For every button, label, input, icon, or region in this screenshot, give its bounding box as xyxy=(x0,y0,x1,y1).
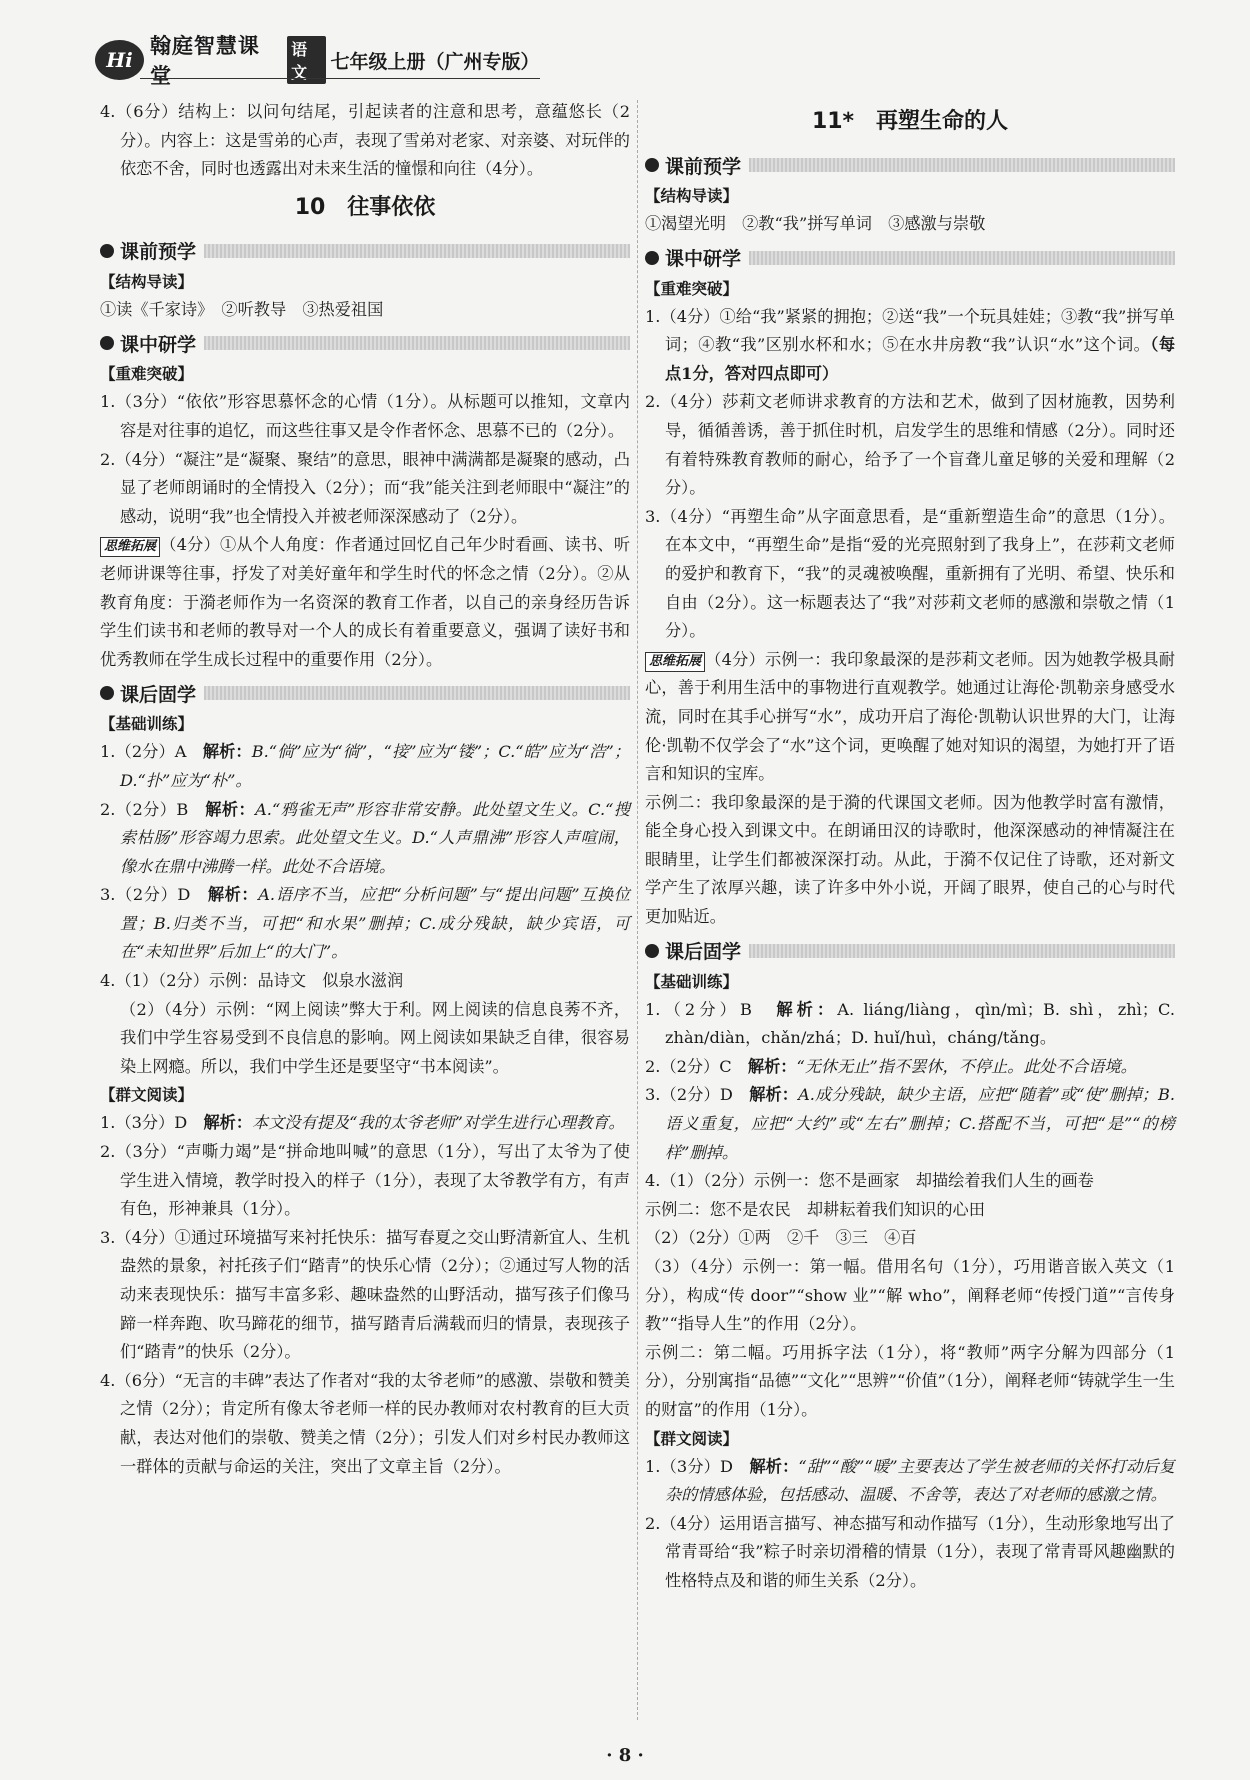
brand-logo: Hi xyxy=(95,40,144,80)
left-column xyxy=(100,98,630,1481)
structure-text: ①读《千家诗》 ②听教导 ③热爱祖国 xyxy=(100,299,384,319)
answer-item: 1.（3分）“依依”形容思慕怀念的心情（1分）。从标题可以推知，文章内容是对往事的追忆，而这些往事又是令作者怀念、思慕不已的（2分）。 xyxy=(100,392,630,440)
answer-item: 示例二：您不是农民 却耕耘着我们知识的心田 xyxy=(645,1199,985,1219)
answer-item: 4.（6分）“无言的丰碑”表达了作者对“我的太爷老师”的感激、崇敬和赞美之情（2分）；肯定所有像太爷老师一样的民办教师对农村教育的巨大贡献，表达对他们的崇敬、赞美之情（2分）；引发人们对乡村民办教师这一群体的贡献与命运的关注，突出了文章主旨（2分）。 xyxy=(100,1370,630,1476)
section-header: 课前预学 xyxy=(645,148,1175,182)
extension-tag: 思维拓展 xyxy=(645,652,705,672)
section-bullet-icon xyxy=(645,944,659,958)
subsection-title: 【群文阅读】 xyxy=(100,1086,194,1105)
answer-item: （2）（4分）示例：“网上阅读”弊大于利。网上阅读的信息良莠不齐，我们中学生容易受到不良信息的影响。网上阅读如果缺乏自律，很容易染上网瘾。所以，我们中学生还是要坚守“书本阅读”。 xyxy=(120,999,630,1076)
lesson-title: 11* 再塑生命的人 xyxy=(811,109,1009,134)
answer-item: 2.（2分）B 解析：A.“鸦雀无声”形容非常安静。此处望文生义。C.“搜索枯肠”形容竭力思索。此处望文生义。D.“人声鼎沸”形容人声喧闹，像水在鼎中沸腾一样。此处不合语境。 xyxy=(100,799,630,876)
header-rule xyxy=(140,78,540,79)
extension-tag: 思维拓展 xyxy=(100,537,160,557)
answer-item: 2.（4分）运用语言描写、神态描写和动作描写（1分），生动形象地写出了常青哥给“我”粽子时亲切滑稽的情景（1分），表现了常青哥风趣幽默的性格特点及和谐的师生关系（2分）。 xyxy=(645,1513,1175,1590)
answer-item: 3.（2分）D 解析：A.成分残缺，缺少主语，应把“随着”或“使”删掉；B.语义重复，应把“大约”或“左右”删掉；C.搭配不当，可把“是”“的榜样”删掉。 xyxy=(645,1085,1175,1162)
section-bullet-icon xyxy=(645,251,659,265)
answer-item: 3.（4分）①通过环境描写来衬托快乐：描写春夏之交山野清新宜人、生机盎然的景象，衬托孩子们“踏青”的快乐心情（2分）；②通过写人物的活动来表现快乐：描写丰富多彩、趣味盎然的山野活动，描写孩子们像马蹄一样奔跑、吹马蹄花的细节，描写踏青后满载而归的情景，表现孩子们“踏青”的快乐（2分）。 xyxy=(100,1227,630,1362)
answer-item: 1.（3分）D 解析：“甜”“酸”“暖”主要表达了学生被老师的关怀打动后复杂的情感体验，包括感动、温暖、不舍等，表达了对老师的感激之情。 xyxy=(645,1456,1175,1505)
section-header: 课中研学 xyxy=(645,241,1175,275)
subsection-title: 【基础训练】 xyxy=(645,972,739,991)
subsection-title: 【群文阅读】 xyxy=(645,1429,739,1448)
section-header: 课中研学 xyxy=(100,326,630,360)
answer-item: 3.（4分）“再塑生命”从字面意思看，是“重新塑造生命”的意思（1分）。在本文中，“再塑生命”是指“爱的光亮照射到了我身上”，在莎莉文老师的爱护和教育下，“我”的灵魂被唤醒，重新拥有了光明、希望、快乐和自由（2分）。这一标题表达了“我”对莎莉文老师的感激和崇敬之情（1分）。 xyxy=(645,506,1175,641)
subsection-title: 【重难突破】 xyxy=(100,365,194,384)
column-divider xyxy=(637,100,638,1720)
extension-item: 思维拓展 （4分）示例一：我印象最深的是莎莉文老师。因为她教学极具耐心，善于利用生活中的事物进行直观教学。她通过让海伦·凯勒亲身感受水流，同时在其手心拼写“水”，成功开启了海伦·凯勒认识世界的大门，让海伦·凯勒不仅学会了“水”这个词，更唤醒了她对知识的渴望，为她打开了语言和知识的宝库。 xyxy=(645,649,1175,784)
subsection-title: 【结构导读】 xyxy=(100,272,194,291)
subject-badge: 语文 xyxy=(287,36,326,84)
answer-item: （3）（4分）示例一：第一幅。借用名句（1分），巧用谐音嵌入英文（1分），构成“传 door”“show 业”“解 who”，阐释老师“传授门道”“言传身教”“指导人生”的作用（2分）。 xyxy=(645,1257,1175,1334)
page-number: · 8 · xyxy=(606,1745,644,1766)
answer-item: 2.（4分）“凝注”是“凝聚、聚结”的意思，眼神中满满都是凝聚的感动，凸显了老师朗诵时的全情投入（2分）；而“我”能关注到老师眼中“凝注”的感动，说明“我”也全情投入并被老师深深感动了（2分）。 xyxy=(100,449,630,526)
section-bullet-icon xyxy=(645,158,659,172)
page-header xyxy=(95,34,540,88)
section-header: 课前预学 xyxy=(100,234,630,268)
answer-item: 3.（2分）D 解析：A.语序不当，应把“分析问题”与“提出问题”互换位置；B.归类不当，可把“和水果”删掉；C.成分残缺，缺少宾语，可在“未知世界”后加上“的大门”。 xyxy=(100,885,630,962)
structure-text: ①渴望光明 ②教“我”拼写单词 ③感激与崇敬 xyxy=(645,214,986,233)
grade-label: 七年级上册（广州专版） xyxy=(330,50,540,73)
section-header: 课后固学 xyxy=(100,676,630,710)
section-bullet-icon xyxy=(100,244,114,258)
answer-item: 4.（1）（2分）示例：品诗文 似泉水滋润 xyxy=(100,971,404,991)
subsection-title: 【结构导读】 xyxy=(645,187,739,205)
answer-item: 1.（3分）D 解析：本文没有提及“我的太爷老师”对学生进行心理教育。 xyxy=(100,1113,625,1133)
subsection-title: 【重难突破】 xyxy=(645,279,739,298)
subsection-title: 【基础训练】 xyxy=(100,715,194,734)
answer-item: 示例二：第二幅。巧用拆字法（1分），将“教师”两字分解为四部分（1分），分别寓指“品德”“文化”“思辨”“价值”（1分），阐释老师“铸就学生一生的财富”的作用（1分）。 xyxy=(645,1342,1175,1419)
brand-name: 翰庭智慧课堂 xyxy=(149,34,260,88)
answer-item: （2）（2分）①两 ②千 ③三 ④百 xyxy=(645,1228,917,1248)
section-bullet-icon xyxy=(100,686,114,700)
answer-item: 1.（2分）B 解析：A. liáng/liàng，qìn/mì；B. shì，zhì；C. zhàn/diàn，chǎn/zhá；D. huǐ/huì，cháng/tǎng。 xyxy=(645,999,1175,1048)
answer-item: 2.（4分）莎莉文老师讲求教育的方法和艺术，做到了因材施教，因势利导，循循善诱，善于抓住时机，启发学生的思维和情感（2分）。同时还有着特殊教育教师的耐心，给予了一个盲聋儿童足够的关爱和理解（2分）。 xyxy=(645,392,1175,498)
extension-item: 示例二：我印象最深的是于漪的代课国文老师。因为他教学时富有激情，能全身心投入到课文中。在朗诵田汉的诗歌时，他深深感动的神情凝注在眼睛里，让学生们都被深深打动。从此，于漪不仅记住了诗歌，还对新文学产生了浓厚兴趣，读了许多中外小说，开阔了眼界，使自己的心与时代更加贴近。 xyxy=(645,792,1175,927)
answer-item: 4.（6分）结构上：以问句结尾，引起读者的注意和思考，意蕴悠长（2分）。内容上：这是雪弟的心声，表现了雪弟对老家、对亲婆、对玩伴的依恋不舍，同时也透露出对未来生活的憧憬和向往（4分）。 xyxy=(100,102,630,179)
answer-item: 4.（1）（2分）示例一：您不是画家 却描绘着我们人生的画卷 xyxy=(645,1171,1094,1191)
lesson-title: 10 往事依依 xyxy=(294,194,436,220)
section-header: 课后固学 xyxy=(645,934,1175,968)
answer-item: 1.（2分）A 解析：B.“倘”应为“徜”，“接”应为“镂”；C.“皓”应为“浩”；D.“扑”应为“朴”。 xyxy=(100,742,631,790)
answer-item: 2.（2分）C 解析：“无休无止”指不罢休，不停止。此处不合语境。 xyxy=(645,1056,1137,1076)
right-column xyxy=(645,98,1175,1596)
section-bullet-icon xyxy=(100,336,114,350)
answer-item: 1.（4分）①给“我”紧紧的拥抱；②送“我”一个玩具娃娃；③教“我”拼写单词；④教“我”区别水杯和水；⑤在水井房教“我”认识“水”这个词。（每点1分，答对四点即可） xyxy=(645,306,1176,383)
answer-item: 2.（3分）“声嘶力竭”是“拼命地叫喊”的意思（1分），写出了太爷为了使学生进入情境，教学时投入的样子（1分），表现了太爷教学有方，有声有色，形神兼具（1分）。 xyxy=(100,1142,630,1219)
extension-item: 思维拓展 （4分）①从个人角度：作者通过回忆自己年少时看画、读书、听老师讲课等往事，抒发了对美好童年和学生时代的怀念之情（2分）。②从教育角度：于漪老师作为一名资深的教育工作者，以自己的亲身经历告诉学生们读书和老师的教导对一个人的成长有着重要意义，强调了读好书和优秀教师在学生成长过程中的重要作用（2分）。 xyxy=(100,535,630,669)
